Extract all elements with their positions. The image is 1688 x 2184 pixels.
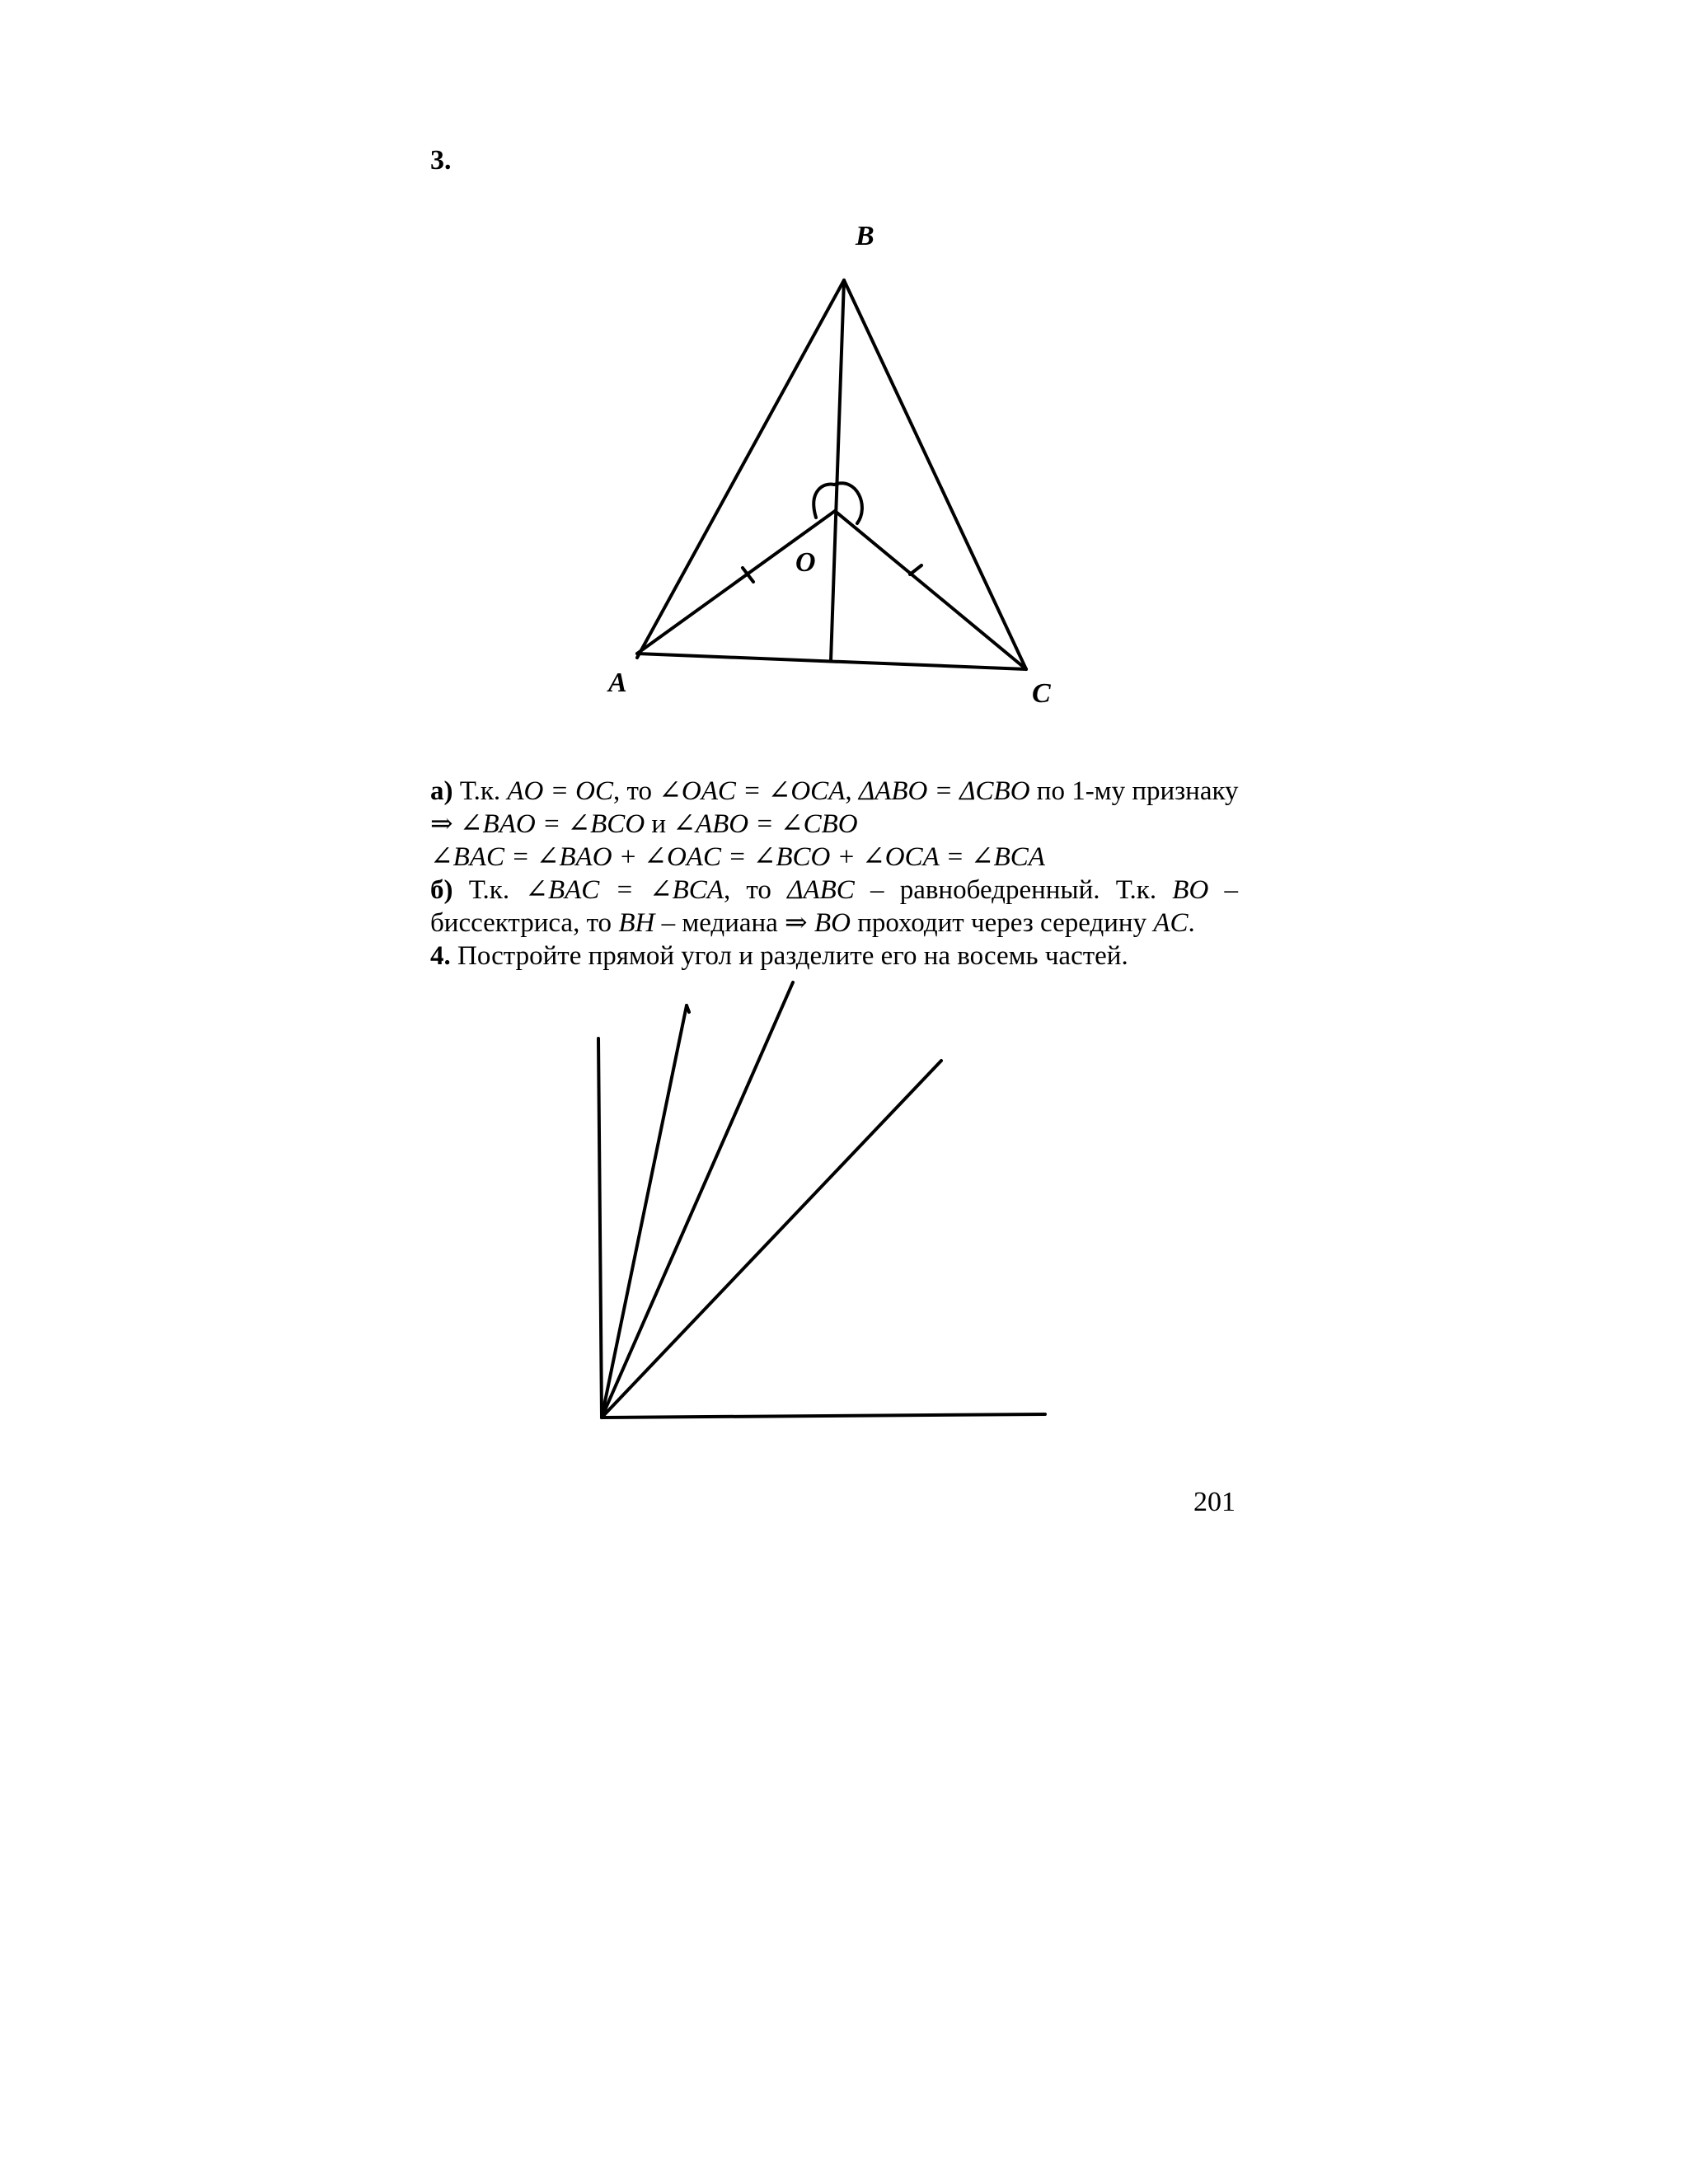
text-span: проходит через середину bbox=[850, 908, 1154, 938]
eq: = bbox=[543, 776, 576, 806]
text-span: Т.к. bbox=[452, 776, 508, 806]
angle-CBO: ∠CBO bbox=[780, 809, 858, 839]
text-span: биссектриса, то bbox=[430, 908, 619, 938]
ray-2 bbox=[602, 982, 793, 1418]
text-span: Т.к. bbox=[452, 875, 526, 905]
ray-1 bbox=[602, 1005, 687, 1418]
var-BO: BO bbox=[814, 908, 851, 938]
label-A: A bbox=[608, 668, 627, 698]
marker-a: а) bbox=[430, 776, 453, 806]
solution-3b-line1 bbox=[430, 874, 1238, 907]
eq: = bbox=[748, 809, 781, 839]
text-span: – равнобедренный. Т.к. bbox=[854, 875, 1173, 905]
right-angle-diagram bbox=[0, 972, 1688, 1451]
problem-4-number: 4. bbox=[430, 941, 451, 971]
page-number: 201 bbox=[1193, 1487, 1236, 1517]
var-OC: OC bbox=[575, 776, 614, 806]
var-AO: AO bbox=[507, 776, 544, 806]
text-span: , то bbox=[613, 776, 659, 806]
label-B: B bbox=[856, 221, 874, 251]
angle-equality-chain: ∠BAC = ∠BAO + ∠OAC = ∠BCO + ∠OCA = ∠BCA bbox=[430, 842, 1045, 872]
triangle-ABO: ΔABO bbox=[858, 776, 928, 806]
var-BO: BO bbox=[1172, 875, 1209, 905]
side-AB bbox=[637, 280, 844, 658]
problem-4-statement bbox=[430, 940, 1238, 972]
var-BH: BH bbox=[618, 908, 655, 938]
angle-OCA: ∠OCA bbox=[767, 776, 846, 806]
angle-OAC: ∠OAC bbox=[659, 776, 736, 806]
eq: = bbox=[535, 809, 568, 839]
label-C: C bbox=[1032, 678, 1051, 709]
text-span: , bbox=[845, 776, 859, 806]
solution-3a bbox=[430, 775, 1238, 972]
solution-3a-line3 bbox=[430, 841, 1238, 874]
right-angle-figure bbox=[0, 972, 1688, 1451]
ray-horizontal bbox=[602, 1414, 1045, 1418]
triangle-figure bbox=[0, 0, 1688, 758]
ray-vertical bbox=[598, 1038, 602, 1418]
text-span: – медиана ⇒ bbox=[654, 908, 814, 938]
var-AC: AC bbox=[1153, 908, 1189, 938]
solution-3a-line2 bbox=[430, 808, 1238, 841]
text-span: по 1-му признаку bbox=[1029, 776, 1239, 806]
text-span: – bbox=[1208, 875, 1238, 905]
angle-BAO: ∠BAO bbox=[459, 809, 536, 839]
tick-CO bbox=[910, 565, 921, 574]
triangle-ABC: ΔABC bbox=[787, 875, 855, 905]
solution-3b-line2 bbox=[430, 907, 1238, 940]
marker-b: б) bbox=[430, 875, 453, 905]
triangle-diagram bbox=[0, 0, 1688, 758]
implies-arrow: ⇒ bbox=[430, 809, 460, 839]
angle-BCO: ∠BCO bbox=[567, 809, 645, 839]
problem-3-number: 3. bbox=[430, 145, 452, 176]
eq: = bbox=[927, 776, 960, 806]
label-O: O bbox=[795, 547, 816, 578]
segment-CO bbox=[835, 511, 1026, 669]
ray-3 bbox=[602, 1061, 941, 1418]
segment-AO bbox=[637, 511, 835, 654]
eq: = bbox=[599, 875, 649, 905]
text-span: . bbox=[1188, 908, 1195, 938]
text-span: , то bbox=[723, 875, 788, 905]
problem-4-text: Постройте прямой угол и разделите его на восемь частей. bbox=[450, 941, 1128, 971]
angle-BAC: ∠BAC bbox=[525, 875, 600, 905]
solution-3a-line1 bbox=[430, 775, 1238, 808]
triangle-CBO: ΔCBO bbox=[959, 776, 1030, 806]
ray-1-tip bbox=[687, 1005, 689, 1012]
side-BC bbox=[844, 280, 1026, 669]
text-span: и bbox=[645, 809, 673, 839]
segment-BH bbox=[831, 280, 844, 661]
angle-BCA: ∠BCA bbox=[649, 875, 724, 905]
eq: = bbox=[735, 776, 768, 806]
angle-ABO: ∠ABO bbox=[673, 809, 749, 839]
